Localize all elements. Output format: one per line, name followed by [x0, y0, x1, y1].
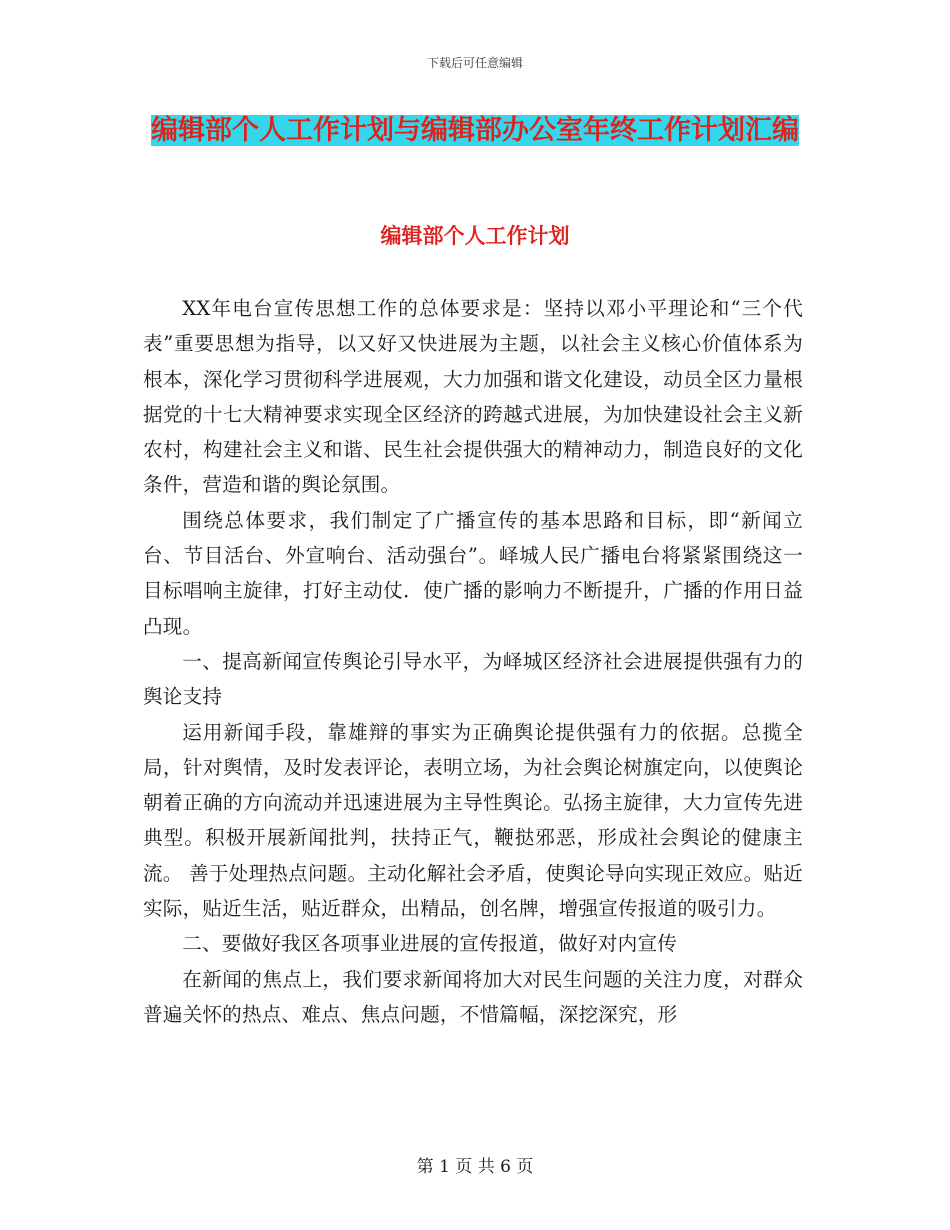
body-paragraph: 在新闻的焦点上，我们要求新闻将加大对民生问题的关注力度，对群众普遍关怀的热点、难点、焦点问题，不惜篇幅，深挖深究，形 — [143, 967, 803, 1026]
body-paragraph: 围绕总体要求，我们制定了广播宣传的基本思路和目标，即“新闻立台、节目活台、外宣响台、活动强台”。峄城人民广播电台将紧紧围绕这一目标唱响主旋律，打好主动仗．使广播的影响力不断提升，广播的作用日益凸现。 — [143, 508, 803, 638]
document-title-text: 编辑部个人工作计划与编辑部办公室年终工作计划汇编 — [151, 115, 799, 146]
page-header-note: 下载后可任意编辑 — [426, 56, 523, 70]
body-heading-two: 二、要做好我区各项事业进展的宣传报道，做好对内宣传 — [182, 932, 678, 956]
document-title — [150, 110, 800, 151]
body-heading-one: 一、提高新闻宣传舆论引导水平，为峄城区经济社会进展提供强有力的舆论支持 — [143, 649, 803, 709]
body-paragraph: 运用新闻手段，靠雄辩的事实为正确舆论提供强有力的依据。总揽全局，针对舆情，及时发表评论，表明立场，为社会舆论树旗定向，以使舆论朝着正确的方向流动并迅速进展为主导性舆论。弘扬主旋律，大力宣传先进典型。积极开展新闻批判，扶持正气，鞭挞邪恶，形成社会舆论的健康主流。 善于处理热点问题。主动化解社会矛盾，使舆论导向实现正效应。贴近实际，贴近生活，贴近群众，出精品，创名牌，增强宣传报道的吸引力。 — [143, 720, 803, 921]
body-paragraph: XX年电台宣传思想工作的总体要求是：坚持以邓小平理论和“三个代表”重要思想为指导，以又好又快进展为主题，以社会主义核心价值体系为根本，深化学习贯彻科学进展观，大力加强和谐文化建设，动员全区力量根据党的十七大精神要求实现全区经济的跨越式进展，为加快建设社会主义新农村，构建社会主义和谐、民生社会提供强大的精神动力，制造良好的文化条件，营造和谐的舆论氛围。 — [143, 297, 803, 497]
section-title: 编辑部个人工作计划 — [380, 224, 570, 248]
page-number-footer: 第 1 页 共 6 页 — [416, 1157, 534, 1177]
document-body — [143, 291, 803, 1032]
